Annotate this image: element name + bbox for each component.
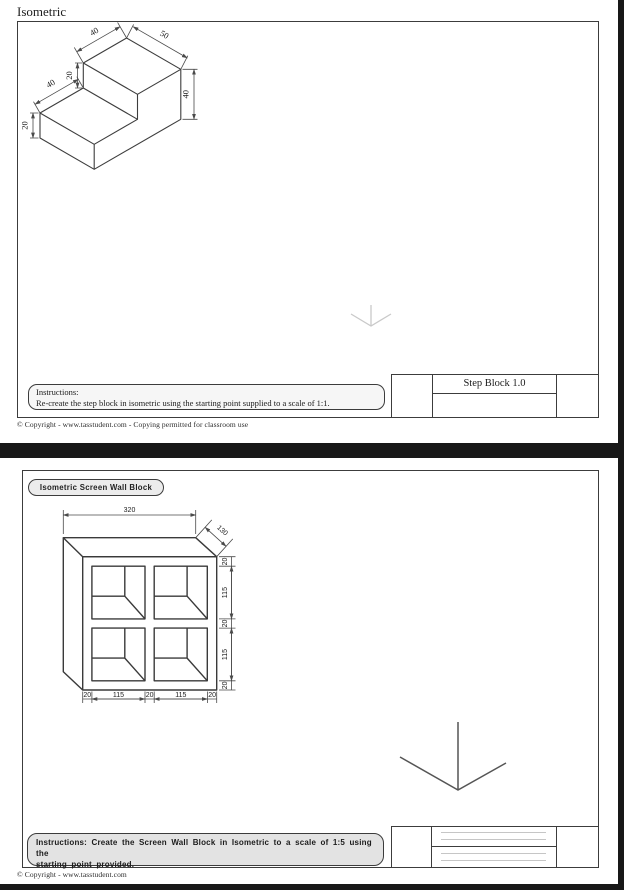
window-opening <box>154 566 207 619</box>
dim-top-depth: 40 <box>87 24 101 38</box>
title-block-cell-right <box>556 374 599 418</box>
title-block-cell-left <box>391 826 432 868</box>
dim-depth: 130 <box>215 524 229 538</box>
starting-point-marker <box>351 305 391 326</box>
dim-right-2: 115 <box>222 587 229 599</box>
dim-overall-width: 320 <box>123 507 136 514</box>
title-block-cell-blank <box>432 393 557 418</box>
ruled-line <box>441 853 546 854</box>
instructions-text-line2: starting point provided. <box>36 860 135 869</box>
instructions-label: Instructions: <box>36 387 79 397</box>
dim-ledge-depth: 40 <box>44 76 57 90</box>
window-opening <box>92 628 145 681</box>
block-left-face <box>63 538 82 690</box>
ruled-line <box>441 832 546 833</box>
dim-top-width: 50 <box>158 27 171 41</box>
title-block-cell-title <box>432 374 557 394</box>
dim-step-height: 20 <box>64 71 74 80</box>
dim-right-5: 20 <box>222 681 229 690</box>
drawing-title: Step Block 1.0 <box>463 378 526 389</box>
page-title: Isometric <box>17 4 67 19</box>
title-block-cell-left <box>391 374 433 418</box>
starting-point-marker <box>400 722 506 790</box>
ruled-line <box>441 860 546 861</box>
copyright-line: © Copyright - www.tasstudent.com - Copying permitted for classroom use <box>17 420 249 429</box>
title-block <box>391 374 599 418</box>
window-opening <box>92 566 145 619</box>
dim-right-4: 115 <box>222 648 229 661</box>
title-block-cell-bottom <box>431 846 557 868</box>
dim-bottom-4: 115 <box>175 692 187 699</box>
title-block <box>391 826 599 868</box>
dim-right-height: 40 <box>180 90 191 99</box>
instructions-box <box>27 833 384 869</box>
block-top-face <box>63 538 216 557</box>
worksheet-page-screen-wall-block <box>0 458 618 884</box>
worksheet-page-step-block <box>0 0 618 443</box>
title-block-cell-top <box>431 826 557 847</box>
dim-bottom-2: 115 <box>112 692 125 699</box>
dim-bottom-3: 20 <box>145 692 154 699</box>
dim-bottom-5: 20 <box>208 692 216 699</box>
step-block-edges <box>40 63 181 169</box>
block-front-face <box>83 557 217 690</box>
window-opening <box>154 628 207 681</box>
dim-right-3: 20 <box>222 619 229 628</box>
copyright-line: © Copyright - www.tasstudent.com <box>17 870 127 879</box>
ruled-line <box>441 839 546 840</box>
instructions-box <box>28 384 385 410</box>
dim-base-height: 20 <box>19 121 30 130</box>
title-block-cell-right <box>556 826 599 868</box>
dim-right-1: 20 <box>222 557 229 566</box>
instructions-text: Re-create the step block in isometric using the starting point supplied to a scale of 1:1. <box>36 397 330 408</box>
dim-bottom-1: 20 <box>83 692 92 699</box>
page-title-pill: Isometric Screen Wall Block <box>28 479 164 496</box>
instructions-text-line1: Instructions: Create the Screen Wall Block in Isometric to a scale of 1:5 using the <box>36 838 372 858</box>
screen-wall-block-drawing <box>0 458 618 884</box>
